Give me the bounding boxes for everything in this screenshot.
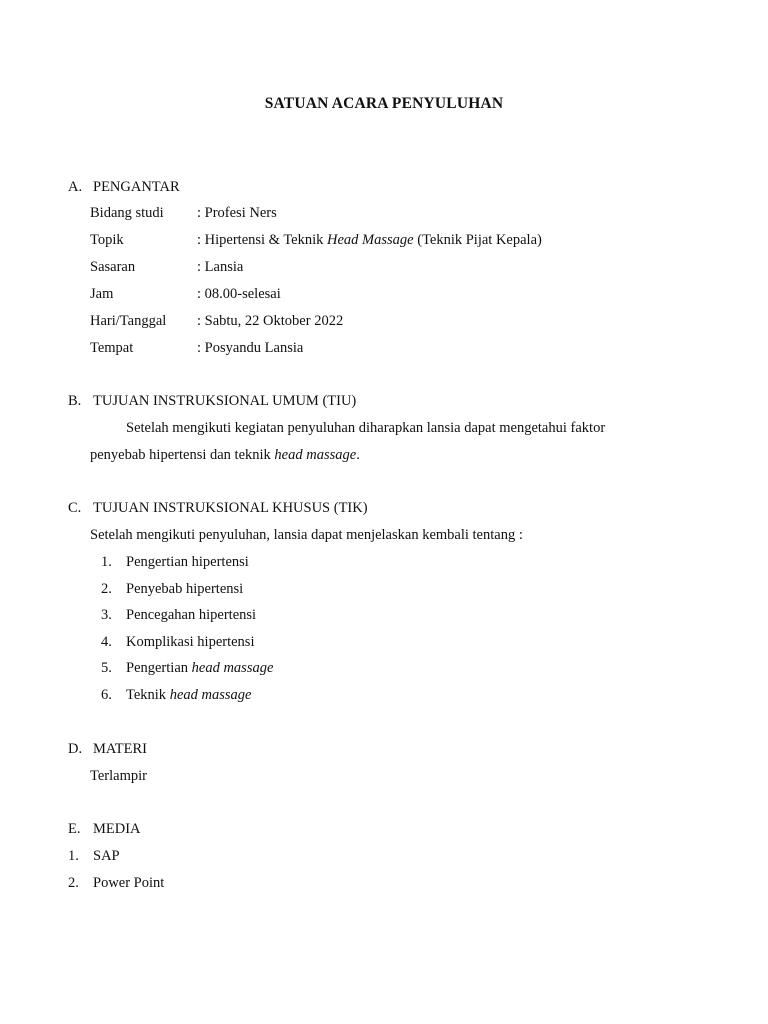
- section-a-letter: A.: [68, 179, 83, 195]
- value-bidang-studi: : Profesi Ners: [197, 205, 277, 221]
- section-b-heading: TUJUAN INSTRUKSIONAL UMUM (TIU): [93, 393, 357, 409]
- tik-item-number: 2.: [101, 581, 112, 597]
- tik-item-6-pre: Teknik: [126, 687, 170, 703]
- tik-item-text: Penyebab hipertensi: [126, 581, 244, 597]
- section-a-heading: PENGANTAR: [93, 179, 180, 195]
- section-c-letter: C.: [68, 500, 82, 516]
- media-item-text: SAP: [93, 848, 120, 864]
- value-topik-post: (Teknik Pijat Kepala): [413, 232, 542, 248]
- label-topik: Topik: [90, 232, 124, 248]
- tik-item-number: 4.: [101, 634, 112, 650]
- tik-item-5-pre: Pengertian: [126, 660, 192, 676]
- tiu-line-2-post: .: [356, 447, 360, 463]
- tik-item-number: 5.: [101, 660, 112, 676]
- section-c-heading: TUJUAN INSTRUKSIONAL KHUSUS (TIK): [93, 500, 368, 516]
- tik-item-number: 6.: [101, 687, 112, 703]
- tiu-line-1: Setelah mengikuti kegiatan penyuluhan diharapkan lansia dapat mengetahui faktor: [126, 420, 606, 436]
- section-d-heading: MATERI: [93, 741, 147, 757]
- value-tempat: : Posyandu Lansia: [197, 340, 304, 356]
- tik-intro: Setelah mengikuti penyuluhan, lansia dapat menjelaskan kembali tentang :: [90, 527, 523, 543]
- tik-item-number: 3.: [101, 607, 112, 623]
- label-jam: Jam: [90, 286, 114, 302]
- tik-item-text: Pencegahan hipertensi: [126, 607, 257, 623]
- value-sasaran: : Lansia: [197, 259, 244, 275]
- media-item-number: 1.: [68, 848, 79, 864]
- section-e-letter: E.: [68, 821, 81, 837]
- tik-item-text: Komplikasi hipertensi: [126, 634, 255, 650]
- tiu-line-2-italic: head massage: [274, 447, 357, 463]
- tik-item-text: [126, 685, 251, 705]
- value-hari-tanggal: : Sabtu, 22 Oktober 2022: [197, 313, 344, 329]
- tik-item-5-italic: head massage: [191, 660, 274, 676]
- materi-body: Terlampir: [90, 768, 147, 784]
- section-e-heading: MEDIA: [93, 821, 141, 837]
- value-topik: [197, 230, 542, 250]
- label-tempat: Tempat: [90, 340, 134, 356]
- tik-item-text: Pengertian hipertensi: [126, 554, 249, 570]
- tiu-line-2: [90, 445, 360, 465]
- section-d-letter: D.: [68, 741, 83, 757]
- tik-item-6-italic: head massage: [169, 687, 252, 703]
- label-sasaran: Sasaran: [90, 259, 136, 275]
- page-title: SATUAN ACARA PENYULUHAN: [264, 95, 504, 112]
- tiu-line-2-pre: penyebab hipertensi dan teknik: [90, 447, 275, 463]
- value-topik-italic: Head Massage: [327, 232, 414, 248]
- section-b-letter: B.: [68, 393, 82, 409]
- media-item-number: 2.: [68, 875, 79, 891]
- tik-item-text: [126, 658, 273, 678]
- value-jam: : 08.00-selesai: [197, 286, 281, 302]
- label-hari-tanggal: Hari/Tanggal: [90, 313, 167, 329]
- tik-item-number: 1.: [101, 554, 112, 570]
- value-topik-pre: : Hipertensi & Teknik: [197, 232, 328, 248]
- label-bidang-studi: Bidang studi: [90, 205, 164, 221]
- media-item-text: Power Point: [93, 875, 165, 891]
